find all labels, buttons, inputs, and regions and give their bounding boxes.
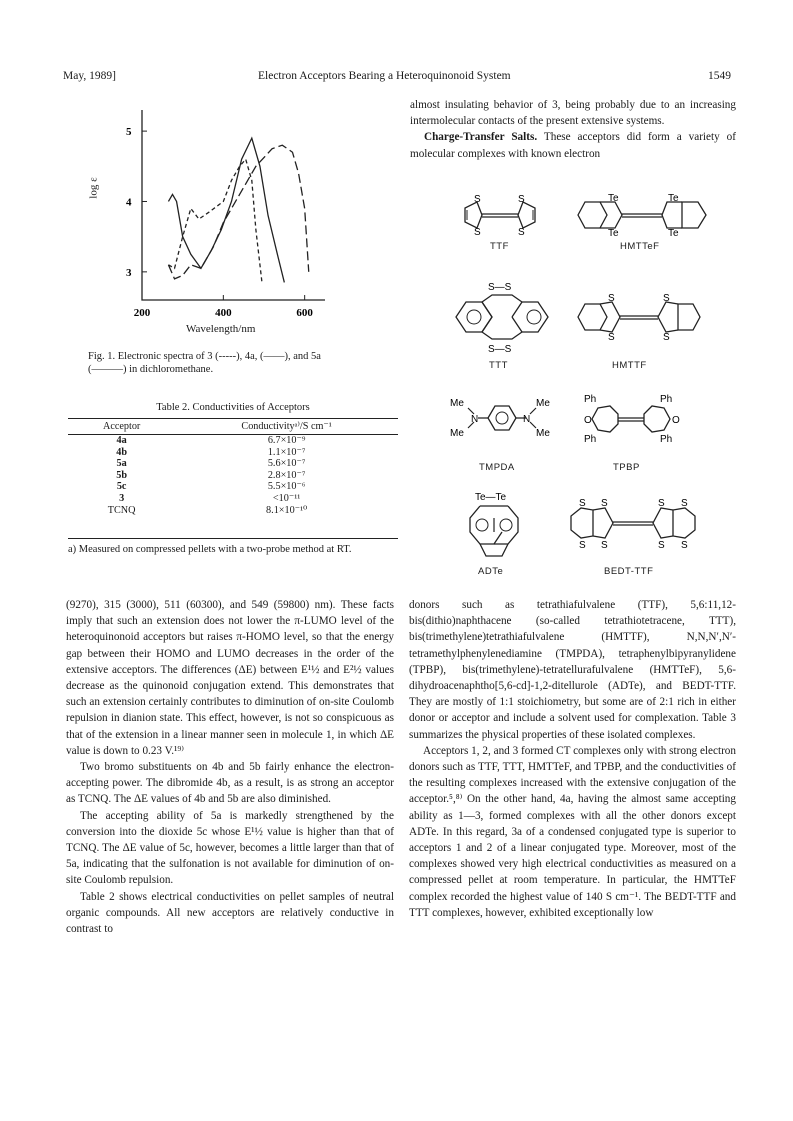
oxygen-label: O xyxy=(584,415,592,426)
acceptor-cell: 5b xyxy=(116,469,128,481)
figure-1-xlabel: Wavelength/nm xyxy=(186,323,256,335)
sulfur-label: S xyxy=(474,194,481,205)
sulfur-label: S xyxy=(579,540,586,548)
sulfur-label: S xyxy=(579,498,586,509)
x-tick-label: 600 xyxy=(296,307,313,319)
acceptor-cell: 3 xyxy=(119,492,125,504)
right-column-text xyxy=(409,597,736,921)
tmpda-structure xyxy=(448,392,558,444)
methyl-label: Me xyxy=(450,398,464,409)
right-column-top-text xyxy=(410,97,736,162)
phenyl-label: Ph xyxy=(584,394,597,405)
sulfur-label: S xyxy=(518,227,525,238)
sulfur-label: S xyxy=(663,293,670,304)
table-row xyxy=(68,493,398,505)
x-tick-label: 200 xyxy=(133,307,151,319)
table-2-header-conductivity: Conductivityᵃ⁾/S cm⁻¹ xyxy=(241,421,332,432)
series-line-solid xyxy=(168,138,284,282)
table-row xyxy=(68,447,398,459)
x-tick-label: 400 xyxy=(215,307,232,319)
paragraph: donors such as tetrathiafulvalene (TTF), 5,6:11,12-bis(dithio)naphthacene (so-called tetrathiotetracene, TTT), bis(trimethylene)tetrathiafulvalene (HMTTF), N,N,N′,N′-tetramethylphenylenediamine (TMPDA), tetraphenylbipyranylidene (TPBP), bis(trimethylene)-tetratellurafulvalene (HMTTeF), 5,6-dihydroacenaphtho[5,6-cd]-1,2-ditellurole (ADTe), and BEDT-TTF. They are mostly of 1:1 stoichiometry, but some are of 2:1 rich in either donor or acceptor and include a solvent used for complexation. Table 3 summarizes the physical properties of these isolated complexes. xyxy=(409,599,736,741)
paragraph-text: These acceptors did form a variety of molecular complexes with known electron xyxy=(410,131,736,160)
tellurium-label: Te xyxy=(668,193,679,204)
nitrogen-label: N xyxy=(471,414,479,425)
acceptor-cell: 5c xyxy=(116,481,127,493)
ditelluride-label: Te—Te xyxy=(475,492,507,503)
y-tick-label: 4 xyxy=(126,196,132,209)
sulfur-label: S xyxy=(658,540,665,548)
sulfur-label: S xyxy=(658,498,665,509)
conductivity-cell: 8.1×10⁻¹⁰ xyxy=(266,504,308,516)
conductivity-cell: 1.1×10⁻⁷ xyxy=(267,446,306,458)
tellurium-label: Te xyxy=(608,193,619,204)
acceptor-cell: TCNQ xyxy=(107,504,136,516)
methyl-label: Me xyxy=(450,428,464,439)
disulfide-label: S—S xyxy=(488,282,512,293)
acceptor-cell: 4b xyxy=(116,446,128,458)
label-ttt: TTT xyxy=(489,360,508,371)
table-row xyxy=(68,435,398,447)
table-2-bottom-rule xyxy=(68,538,398,539)
hmttef-structure xyxy=(570,190,720,240)
label-hmttef: HMTTeF xyxy=(620,241,660,252)
bedt-ttf-structure xyxy=(565,498,705,548)
header-page-number: 1549 xyxy=(708,70,731,82)
sulfur-label: S xyxy=(608,332,615,342)
tellurium-label: Te xyxy=(668,228,679,239)
oxygen-label: O xyxy=(672,415,680,426)
figure-1-caption: Fig. 1. Electronic spectra of 3 (-----), 4a, (——), and 5a (———) in dichloromethane. xyxy=(88,351,321,375)
sulfur-label: S xyxy=(663,332,670,342)
paragraph: Two bromo substituents on 4b and 5b fairly enhance the electron-accepting power. The dibromide 4b, as a result, is as strong an acceptor as TCNQ. The ΔE values of 4b and 5b are also diminished. xyxy=(66,761,394,806)
paragraph: (9270), 315 (3000), 511 (60300), and 549 (59800) nm). These facts imply that such an extension does not lower the π-LUMO level of the heteroquinonoid acceptors but raises π-HOMO level, so that the energy gap between their HOMO and LUMO decreases in the order of the extensive acceptors. The differences (ΔE) between E¹½ and E²½ values decrease as the quinonoid conjugation extend. This demonstrates that such an extension certainly contributes to diminution of on-site Coulomb repulsion in dianion state. This effect, however, is not so conspicuous as that of the extension in a linear manner seen in molecule 1, in which ΔE value is down to 0.23 V.¹⁹⁾ xyxy=(66,599,394,757)
paragraph xyxy=(410,129,736,161)
table-row xyxy=(68,470,398,482)
acceptor-cell: 4a xyxy=(116,435,127,446)
disulfide-label: S—S xyxy=(488,344,512,355)
section-heading: Charge-Transfer Salts. xyxy=(424,131,538,144)
label-adte: ADTe xyxy=(478,566,504,577)
table-row xyxy=(68,458,398,470)
paragraph: Acceptors 1, 2, and 3 formed CT complexes only with strong electron donors such as TTF, TTT, HMTTeF, and TPBP, and the conductivities of the resulting complexes increased with the extensive conjugation of the acceptor.⁵,⁸⁾ On the other hand, 4a, having the almost same accepting ability as 1—3, formed complexes with all the other donors except ADTe. In this regard, 3a of a condensed conjugated type is superior to acceptors 1 and 2 of a linear conjugated type. Moreover, most of the complexes showed very high electrical conductivities as measured on a compressed pellet at room temperature. In particular, the HMTTeF complex recorded the highest value of 140 S cm⁻¹. The BEDT-TTF and TTT complexes, however, exhibited exceptionally low xyxy=(409,744,736,919)
tellurium-label: Te xyxy=(608,228,619,239)
conductivity-cell: 5.6×10⁻⁷ xyxy=(267,458,306,470)
sulfur-label: S xyxy=(681,498,688,509)
label-tmpda: TMPDA xyxy=(479,462,515,473)
phenyl-label: Ph xyxy=(660,434,673,445)
methyl-label: Me xyxy=(536,398,550,409)
paragraph: The accepting ability of 5a is markedly strengthened by the conversion into the dioxide 5c whose E¹½ value is higher than that of TCNQ. The ΔE value of 5c, however, becomes a little larger than that of 5a, indicating that the sulfonation is not available for diminution of on-site Coulomb repulsion. xyxy=(66,809,394,887)
figure-1-ylabel: log ε xyxy=(87,177,100,199)
table-2-caption: Table 2. Conductivities of Acceptors xyxy=(156,402,310,413)
conductivity-cell: 6.7×10⁻⁹ xyxy=(267,435,306,446)
sulfur-label: S xyxy=(681,540,688,548)
sulfur-label: S xyxy=(474,227,481,238)
table-2-footnote: a) Measured on compressed pellets with a two-probe method at RT. xyxy=(68,544,352,555)
hmttf-structure xyxy=(570,292,710,342)
paragraph: almost insulating behavior of 3, being probably due to an increasing intermolecular contacts of the present extensive systems. xyxy=(410,99,736,128)
paragraph: Table 2 shows electrical conductivities on pellet samples of neutral organic compounds. All new acceptors are relatively conductive in contrast to xyxy=(66,890,394,936)
methyl-label: Me xyxy=(536,428,550,439)
label-ttf: TTF xyxy=(490,241,509,252)
acceptor-cell: 5a xyxy=(116,458,127,470)
phenyl-label: Ph xyxy=(660,394,673,405)
table-2 xyxy=(68,418,398,516)
header-journal-date: May, 1989] xyxy=(63,70,116,82)
tpbp-structure xyxy=(578,392,688,447)
y-tick-label: 5 xyxy=(126,126,132,139)
ttt-structure xyxy=(448,280,558,355)
sulfur-label: S xyxy=(601,498,608,509)
figure-1-chart xyxy=(100,100,360,340)
ttf-structure xyxy=(455,190,545,240)
series-line-dash-short xyxy=(168,159,262,282)
sulfur-label: S xyxy=(608,293,615,304)
nitrogen-label: N xyxy=(523,414,531,425)
label-hmttf: HMTTF xyxy=(612,360,647,371)
conductivity-cell: 5.5×10⁻⁶ xyxy=(267,481,306,493)
sulfur-label: S xyxy=(601,540,608,548)
phenyl-label: Ph xyxy=(584,434,597,445)
table-2-header-acceptor: Acceptor xyxy=(102,421,141,432)
table-row xyxy=(68,505,398,517)
conductivity-cell: 2.8×10⁻⁷ xyxy=(267,469,306,481)
label-tpbp: TPBP xyxy=(613,462,640,473)
y-tick-label: 3 xyxy=(126,266,132,279)
label-bedt-ttf: BEDT-TTF xyxy=(604,566,654,577)
header-running-title: Electron Acceptors Bearing a Heteroquinonoid System xyxy=(258,70,511,82)
conductivity-cell: <10⁻¹¹ xyxy=(272,492,301,504)
left-column-text xyxy=(66,597,394,937)
table-row xyxy=(68,481,398,493)
sulfur-label: S xyxy=(518,194,525,205)
adte-structure xyxy=(458,488,538,563)
